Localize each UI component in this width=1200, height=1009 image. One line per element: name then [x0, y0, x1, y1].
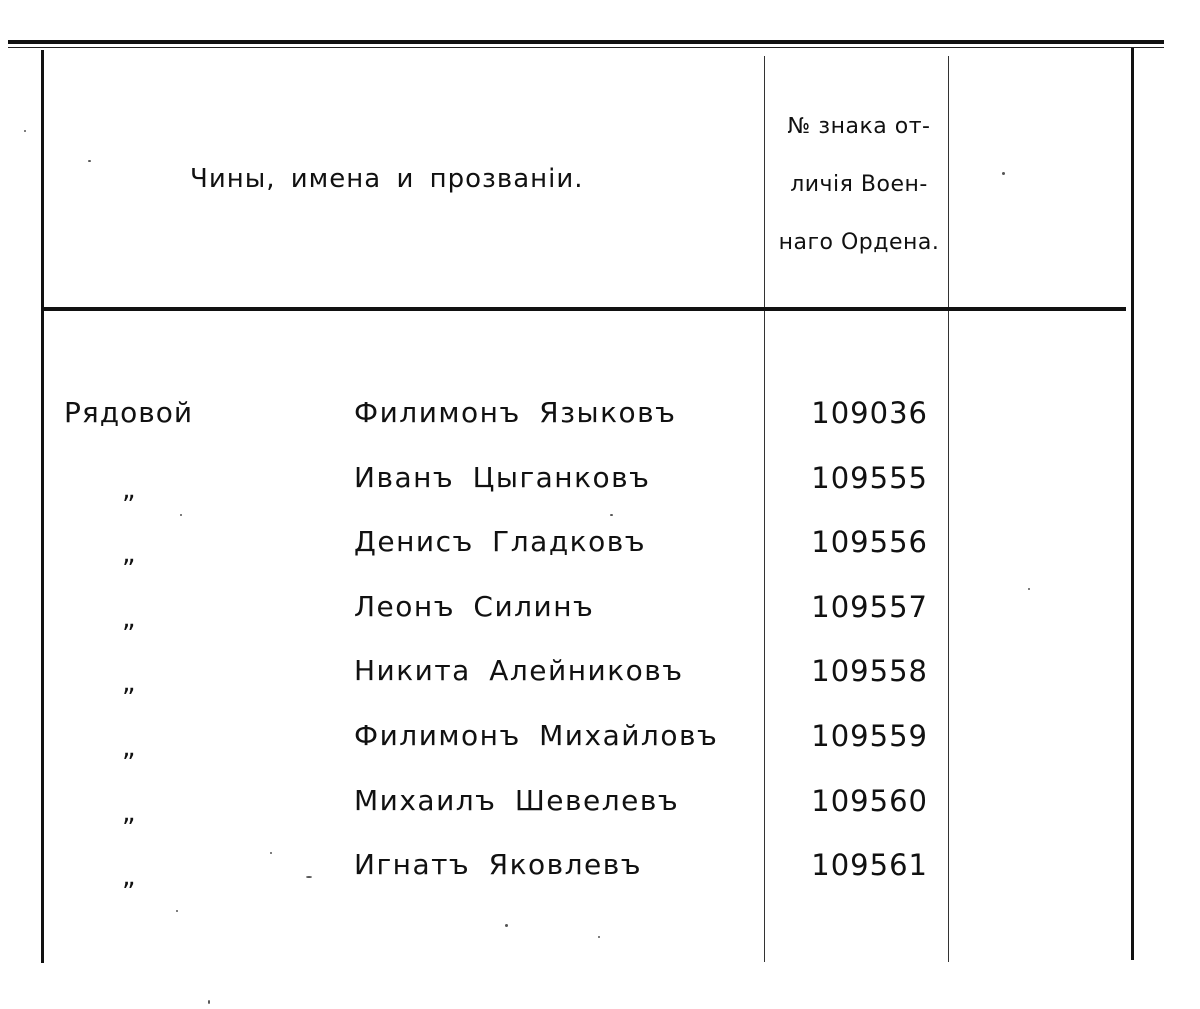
- scan-speck: [208, 1000, 210, 1004]
- row-name: Леонъ Силинъ: [354, 589, 595, 623]
- table-row: [0, 840, 1200, 905]
- scan-speck: [598, 936, 600, 938]
- row-rank-ditto: „: [122, 603, 137, 634]
- row-number: 109561: [811, 848, 928, 883]
- scan-speck: [88, 160, 91, 162]
- header-number-line-3: наго Ордена.: [778, 230, 940, 255]
- row-name: Денисъ Гладковъ: [354, 525, 647, 559]
- scan-speck: [1028, 588, 1030, 590]
- row-name: Филимонъ Языковъ: [354, 396, 677, 429]
- table-row: [0, 517, 1200, 582]
- scan-speck: [505, 924, 508, 927]
- row-name: Филимонъ Михайловъ: [354, 718, 719, 752]
- row-rank: Рядовой: [64, 396, 194, 429]
- row-rank-ditto: „: [122, 668, 137, 699]
- table-row: [0, 388, 1200, 453]
- row-name: Михаилъ Шевелевъ: [354, 783, 680, 817]
- scan-speck: [24, 130, 26, 132]
- row-rank-ditto: „: [122, 732, 137, 763]
- table-top-border-thick: [8, 40, 1164, 44]
- row-rank-ditto: „: [122, 862, 137, 893]
- header-number-line-2: личiя Воен-: [790, 172, 928, 197]
- row-name: Игнатъ Яковлевъ: [354, 848, 643, 882]
- row-number: 109557: [811, 589, 928, 624]
- table-top-border-thin: [8, 47, 1164, 48]
- row-number: 109556: [811, 525, 928, 560]
- scan-speck: [180, 514, 182, 516]
- row-rank-ditto: „: [122, 474, 137, 505]
- row-number: 109558: [811, 654, 928, 689]
- row-rank-ditto: „: [122, 797, 137, 828]
- row-name: Никита Алейниковъ: [354, 654, 684, 688]
- table-row: [0, 776, 1200, 841]
- table-row: [0, 453, 1200, 518]
- row-rank-ditto: „: [122, 539, 137, 570]
- row-number: 109559: [811, 718, 928, 753]
- scan-speck: [306, 876, 312, 878]
- row-number: 109036: [811, 396, 928, 430]
- header-bottom-rule: [44, 307, 1126, 311]
- row-number: 109560: [811, 783, 928, 818]
- header-number-column: [770, 98, 948, 272]
- scan-speck: [1002, 172, 1005, 175]
- table-row: [0, 646, 1200, 711]
- row-name: Иванъ Цыганковъ: [354, 460, 651, 494]
- table-row: [0, 582, 1200, 647]
- table-row: [0, 711, 1200, 776]
- header-number-line-1: № знака от-: [787, 114, 931, 139]
- scan-speck: [176, 910, 178, 912]
- row-number: 109555: [811, 460, 928, 495]
- scan-speck: [610, 514, 613, 516]
- table-body: [0, 388, 1200, 905]
- header-names-column: Чины, имена и прозванiи.: [190, 164, 584, 194]
- scan-speck: [270, 852, 272, 854]
